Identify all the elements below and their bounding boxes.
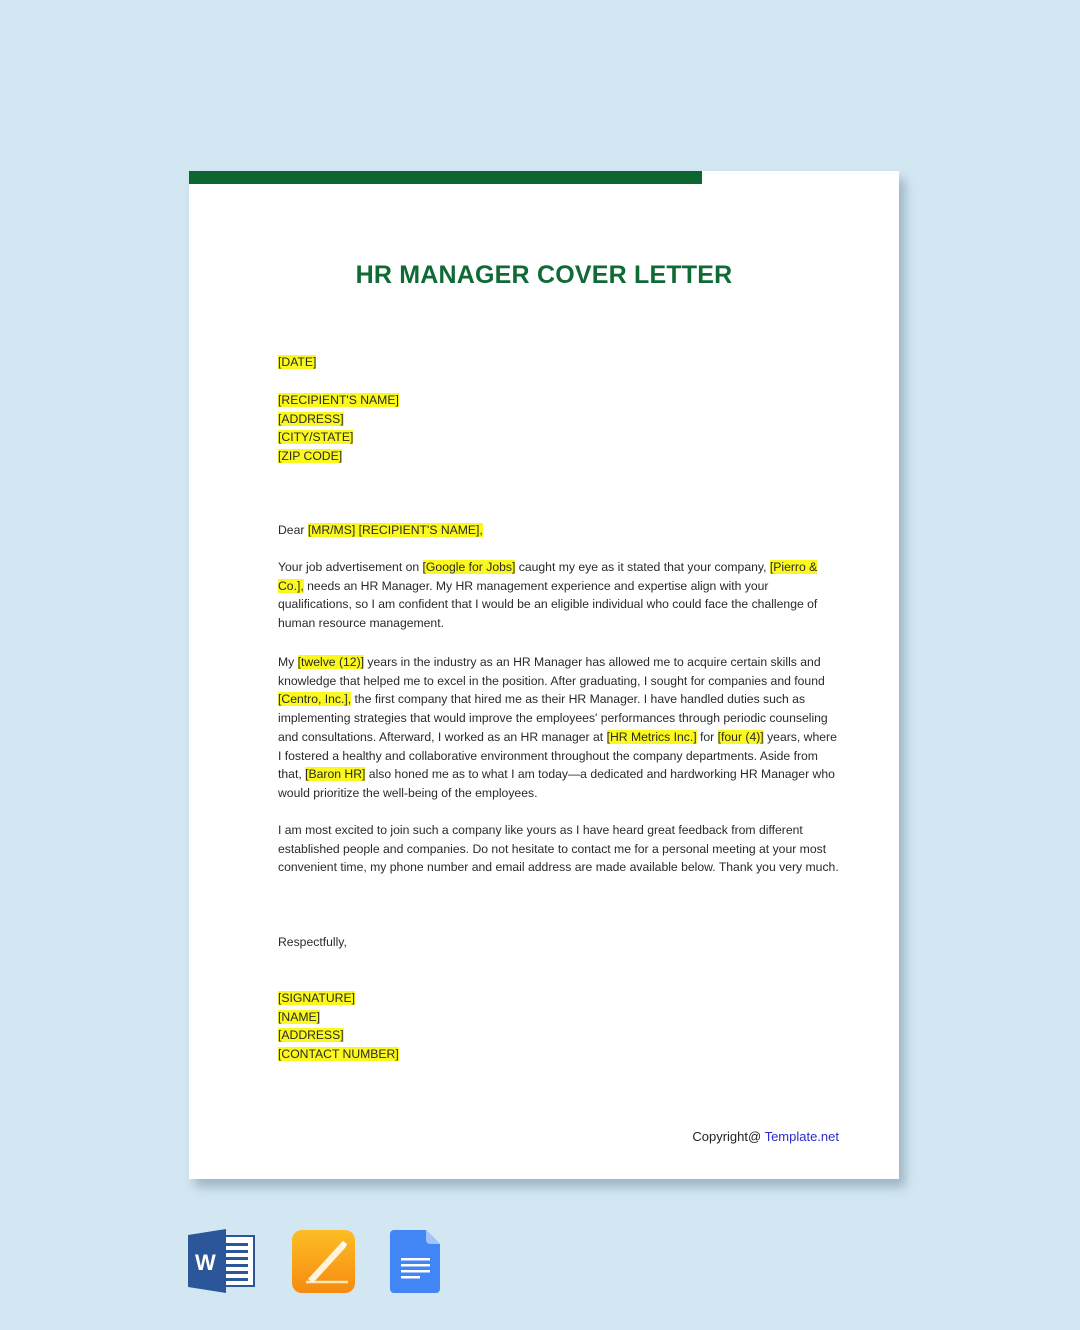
recipient-city-field: [CITY/STATE] [278,430,354,445]
salutation [278,521,843,540]
date-placeholder [278,353,843,372]
company-field: [Pierro & Co.], [278,560,818,593]
third-company-field: [Baron HR] [305,767,366,782]
recipient-name-field: [RECIPIENT'S NAME] [278,393,399,407]
years-field: [twelve (12)] [297,655,365,669]
copyright-prefix: Copyright@ [692,1129,765,1144]
duration-field: [four (4)] [717,729,764,744]
pages-icon[interactable] [292,1230,355,1298]
contact-number-field: [CONTACT NUMBER] [278,1047,399,1062]
first-company-field: [Centro, Inc.], [278,692,352,707]
document-title: HR MANAGER COVER LETTER [355,261,733,289]
text: caught my eye as it stated that your company, [515,560,770,574]
text: needs an HR Manager. My HR management experience and expertise align with your qualifications, so I am confident that I would be an eligible individual who could face the challenge of human resource management. [278,578,818,631]
text: years, where I fostered a healthy and collaborative environment throughout the company departments. Aside from that, [278,729,837,782]
sender-name-field: [NAME] [278,1009,320,1024]
sender-address-field: [ADDRESS] [278,1028,344,1043]
svg-text:W: W [195,1250,216,1275]
signature-field: [SIGNATURE] [278,991,355,1005]
salutation-name-field: [MR/MS] [RECIPIENT'S NAME], [307,523,483,537]
accent-bar [189,171,702,184]
text: the first company that hired me as their HR Manager. I have handled duties such as implementing strategies that would improve the employees' performances through periodic counseling and consultations. Afterward, I worked as an HR manager at [278,692,828,744]
closing: Respectfully, [278,935,347,949]
text: Your job advertisement on [278,560,423,574]
text: for [696,729,718,744]
second-company-field: [HR Metrics Inc.] [606,729,697,744]
paragraph-1 [278,558,843,633]
text: My [278,655,298,669]
job-board-field: [Google for Jobs] [422,560,516,574]
google-docs-icon[interactable] [390,1230,440,1298]
template-net-link[interactable]: Template.net [764,1129,839,1144]
paragraph-2 [278,653,843,803]
text: also honed me as to what I am today—a dedicated and hardworking HR Manager who would prioritize the well-being of the employees. [278,767,835,800]
word-icon[interactable] [188,1229,258,1298]
text: years in the industry as an HR Manager has allowed me to acquire certain skills and knowledge that helped me to excel in the position. After graduating, I sought for companies and found [278,655,825,688]
recipient-zip-field: [ZIP CODE] [278,449,343,464]
paragraph-3: I am most excited to join such a company like yours as I have heard great feedback from different established people and companies. Do not hesitate to contact me for a personal meeting at your most convenient time, my phone number and email address are made available below. Thank you very much. [278,823,839,875]
date-field: [DATE] [278,355,317,369]
signature-block [278,989,843,1064]
copyright-notice [692,1129,839,1144]
recipient-block [278,391,843,466]
recipient-address-field: [ADDRESS] [278,411,344,426]
document-page [189,171,899,1179]
salutation-prefix: Dear [278,523,308,537]
